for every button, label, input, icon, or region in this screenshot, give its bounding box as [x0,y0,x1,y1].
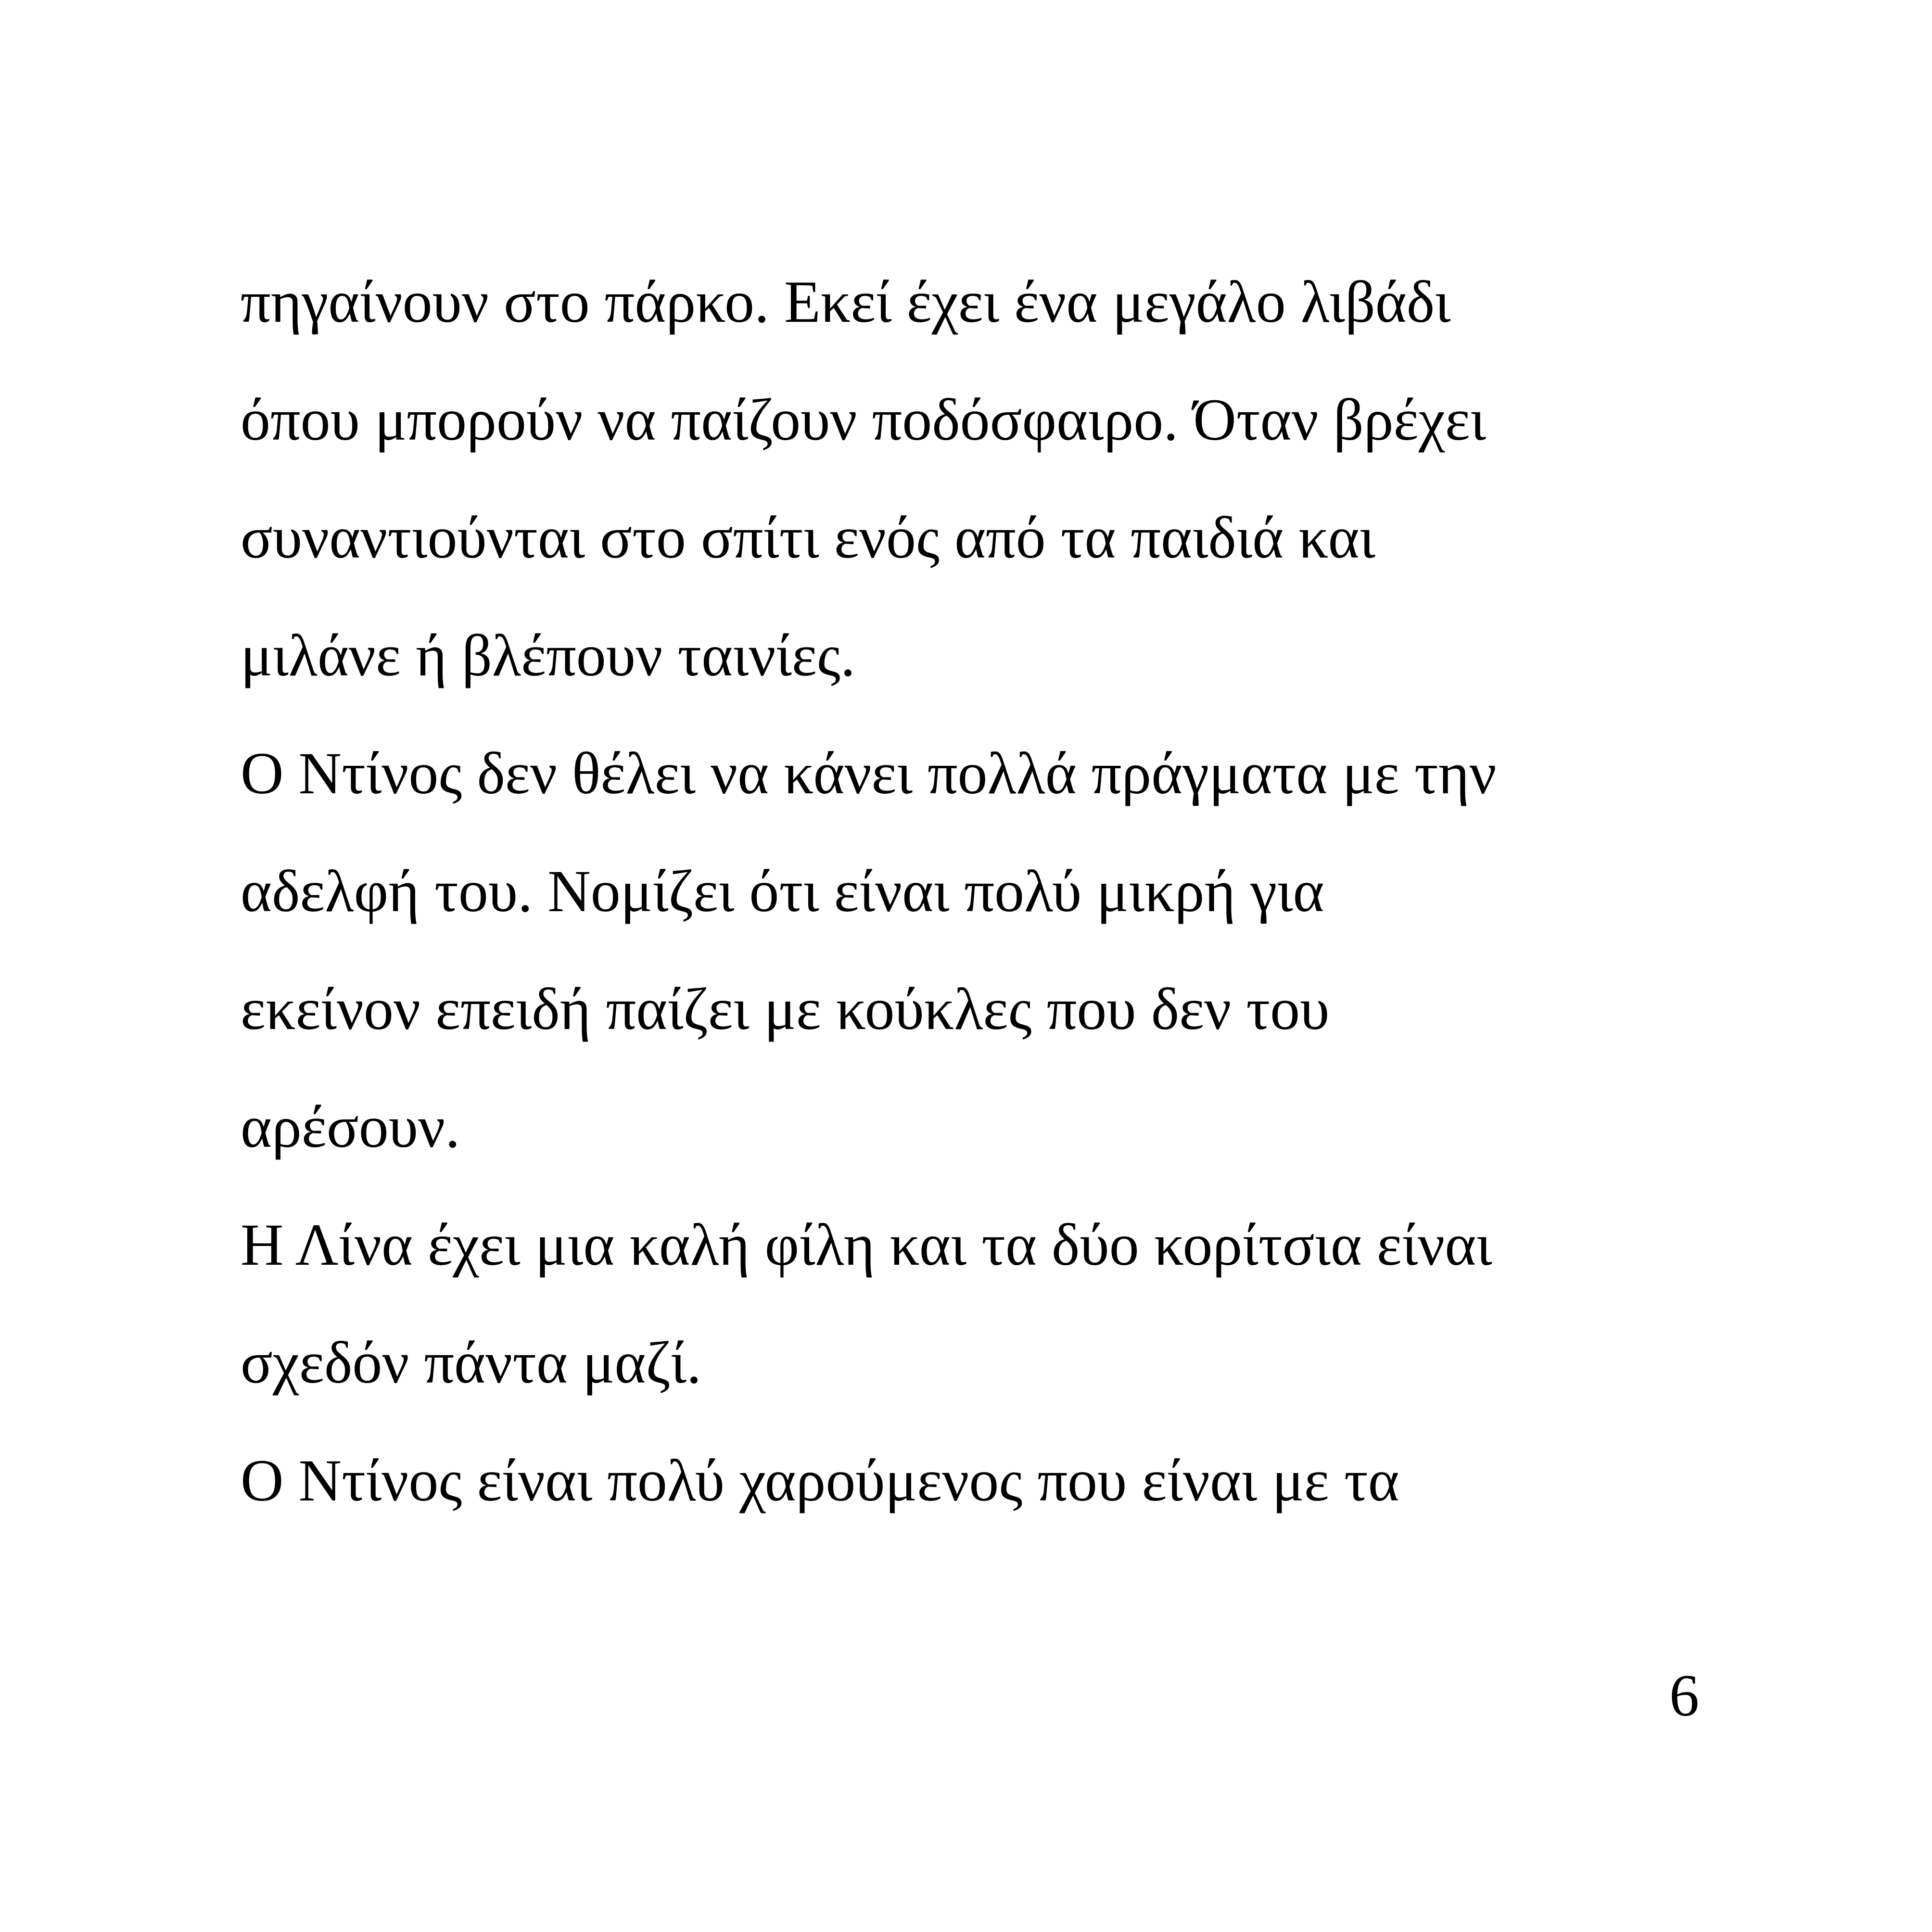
text-line: Ο Ντίνος δεν θέλει να κάνει πολλά πράγματα με την [241,740,1497,806]
text-line: Ο Ντίνος είναι πολύ χαρούμενος που είναι με τα [241,1448,1399,1513]
page-number: 6 [1669,1663,1699,1729]
text-line: Η Λίνα έχει μια καλή φίλη και τα δύο κορίτσια είναι [241,1212,1492,1278]
text-line: πηγαίνουν στο πάρκο. Εκεί έχει ένα μεγάλο λιβάδι [241,269,1451,335]
text-line: μιλάνε ή βλέπουν ταινίες. [241,623,856,688]
text-line: αρέσουν. [241,1094,460,1160]
text-line: αδελφή του. Νομίζει ότι είναι πολύ μικρή για [241,858,1324,924]
text-line: εκείνον επειδή παίζει με κούκλες που δεν του [241,976,1330,1042]
text-line: σχεδόν πάντα μαζί. [241,1330,702,1396]
body-text [241,243,1732,1539]
text-line: συναντιούνται στο σπίτι ενός από τα παιδιά και [241,505,1375,571]
text-line: όπου μπορούν να παίζουν ποδόσφαιρο. Όταν βρέχει [241,387,1487,453]
